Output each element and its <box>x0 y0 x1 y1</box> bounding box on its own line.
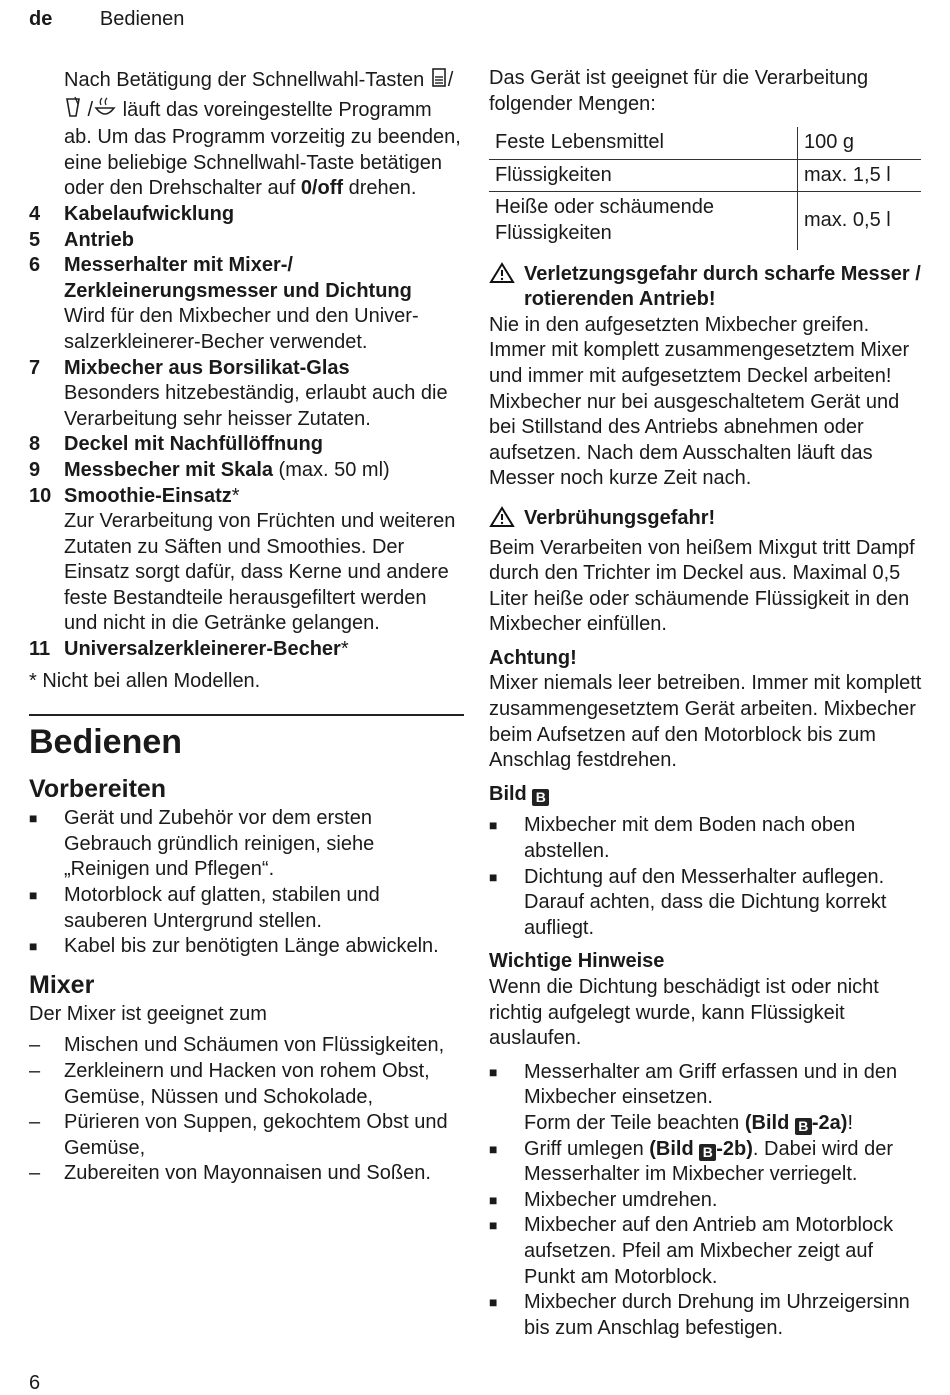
page-number: 6 <box>29 1372 41 1394</box>
item-text: Form der Teile beachten <box>524 1111 745 1134</box>
item-title: Mixbecher aus Borsilikat-Glas <box>64 356 350 379</box>
list-item <box>29 253 464 355</box>
bullet-icon: ■ <box>489 1191 498 1208</box>
warning-text: Nie in den aufgesetzten Mixbecher greifen. Immer mit komplett zusammengesetztem Mixer und immer mit aufgesetztem Deckel arbeiten! Mixbecher nur bei ausgeschaltetem Gerät und bei Stillstand des Antriebs abnehmen oder aufsetzen. Nach dem Ausschalten läuft das Messer noch kurze Zeit nach. <box>489 313 910 490</box>
item-number: 7 <box>29 356 41 379</box>
table-row <box>489 192 921 250</box>
list-item <box>29 228 464 254</box>
item-title: Antrieb <box>64 228 134 251</box>
item-text: . Dabei wird der Messerhalter im Mixbecher verriegelt. <box>524 1137 893 1186</box>
table-cell: max. 0,5 l <box>804 209 891 232</box>
list-item <box>29 1033 464 1059</box>
list-item <box>489 1188 929 1214</box>
list-item <box>29 484 464 638</box>
figure-ref: -2a) <box>811 1111 848 1134</box>
item-title: Deckel mit Nachfüllöffnung <box>64 433 323 456</box>
bullet-icon: ■ <box>29 810 38 827</box>
item-number: 4 <box>29 202 41 225</box>
off-label: 0/off <box>300 177 344 200</box>
bullet-icon: ■ <box>489 817 498 834</box>
item-text: Mixbecher auf den Antrieb am Motorblock aufsetzen. Pfeil am Mixbecher zeigt auf Punkt am Motorblock. <box>524 1214 894 1288</box>
item-suffix: * <box>340 638 349 661</box>
dash-icon: – <box>29 1060 41 1082</box>
bullet-icon: ■ <box>489 1294 498 1311</box>
figure-letter-badge: B <box>532 789 549 806</box>
item-text: Pürieren von Suppen, gekochtem Obst und Gemüse, <box>64 1111 448 1159</box>
list-item <box>29 356 464 433</box>
list-item <box>489 1137 929 1188</box>
item-title: Messerhalter mit Mixer-/ Zerkleinerungsmesser und Dichtung <box>64 254 412 302</box>
item-title: Kabelaufwicklung <box>64 202 235 225</box>
figure-letter-badge: B <box>795 1118 812 1135</box>
figure-reference <box>489 782 929 808</box>
list-item <box>29 1059 464 1110</box>
item-title: Universalzerkleinerer-Becher <box>64 638 341 661</box>
item-text: Mixbecher durch Drehung im Uhrzeigersinn bis zum Anschlag befestigen. <box>524 1291 910 1339</box>
intro-text-start: Nach Betätigung der Schnellwahl-Tasten <box>64 69 425 92</box>
warning-title: Verbrühungsgefahr! <box>524 506 716 529</box>
item-number: 10 <box>29 484 52 507</box>
bullet-icon: ■ <box>489 868 498 885</box>
item-title: Smoothie-Einsatz <box>64 484 232 507</box>
item-text: Mixbecher mit dem Boden nach oben abstellen. <box>524 814 856 863</box>
item-description: Zur Verarbeitung von Früchten und weiteren Zutaten zu Säften und Smoothies. Der Einsatz sorgt dafür, dass Kerne und andere feste Bestandteile herausgefiltert werden und nicht in die Getränke gelangen. <box>64 510 456 635</box>
item-description: Besonders hitzebeständig, erlaubt auch die Verarbeitung sehr heisser Zutaten. <box>64 382 448 430</box>
item-number: 6 <box>29 254 41 277</box>
intro-text-end: drehen. <box>343 177 417 200</box>
bullet-icon: ■ <box>489 1140 498 1157</box>
list-item <box>29 806 464 883</box>
item-text: ! <box>847 1111 853 1134</box>
figure-letter-badge: B <box>699 1144 716 1161</box>
item-text: Zubereiten von Mayonnaisen und Soßen. <box>64 1162 431 1185</box>
mixer-heading: Mixer <box>29 970 95 999</box>
warning-title: Verletzungsgefahr durch scharfe Messer / rotierenden Antrieb! <box>524 262 921 311</box>
section-title: Bedienen <box>99 8 185 30</box>
warning-heading <box>489 262 929 313</box>
prep-heading: Vorbereiten <box>29 775 167 804</box>
table-cell: 100 g <box>798 127 922 159</box>
item-title: Messbecher mit Skala <box>64 458 273 481</box>
page-title: Bedienen <box>29 723 183 762</box>
attention-text: Mixer niemals leer betreiben. Immer mit komplett zusammengesetztem Gerät arbeiten. Mixbecher beim Aufsetzen auf den Motorblock bis zum Anschlag festdrehen. <box>489 672 922 772</box>
footnote: * Nicht bei allen Modellen. <box>29 669 261 692</box>
item-number: 8 <box>29 433 41 456</box>
right-column <box>489 66 929 1341</box>
item-text: Zerkleinern und Hacken von rohem Obst, Gemüse, Nüssen und Schokolade, <box>64 1060 430 1108</box>
list-item <box>489 1060 929 1137</box>
bullet-icon: ■ <box>29 938 38 955</box>
list-item <box>489 1213 929 1290</box>
item-text: Mixbecher umdrehen. <box>524 1188 718 1211</box>
item-text: Gerät und Zubehör vor dem ersten Gebrauch gründlich reinigen, siehe „Reinigen und Pflegen“. <box>64 807 375 881</box>
amount-table <box>489 127 921 249</box>
list-item <box>489 1290 929 1341</box>
item-text: Motorblock auf glatten, stabilen und sauberen Untergrund stellen. <box>64 884 380 932</box>
list-item <box>29 1161 464 1187</box>
figure-ref: (Bild <box>744 1111 795 1134</box>
item-text: Messerhalter am Griff erfassen und in den Mixbecher einsetzen. <box>524 1060 898 1109</box>
warning-triangle-icon <box>489 506 524 536</box>
item-suffix: * <box>231 484 240 507</box>
language-code: de <box>29 8 53 30</box>
table-cell: Flüssigkeiten <box>489 159 798 192</box>
list-item <box>29 934 464 960</box>
section-divider <box>29 714 464 716</box>
amount-intro: Das Gerät ist geeignet für die Verarbeitung folgender Mengen: <box>489 67 869 115</box>
table-cell: max. 1,5 l <box>798 159 922 192</box>
table-row <box>489 127 921 159</box>
dash-icon: – <box>29 1111 41 1134</box>
intro-paragraph: Nach Betätigung der Schnellwahl-Tasten / / läuft das voreingestellte Programm ab. Um das Programm vorzeitig zu beenden, eine beliebige Schnellwahl-Taste betätigen oder den Drehschalter auf 0/off drehen. <box>29 66 464 202</box>
warning-text: Beim Verarbeiten von heißem Mixgut tritt Dampf durch den Trichter im Deckel aus. Maximal 0,5 Liter heiße oder schäumende Flüssigkeit in den Mixbecher einfüllen. <box>489 536 915 636</box>
list-item <box>29 458 464 484</box>
table-cell: Feste Lebensmittel <box>489 127 798 159</box>
list-item <box>489 813 929 864</box>
item-text: Griff umlegen <box>524 1137 650 1160</box>
figure-ref: (Bild <box>649 1137 700 1160</box>
drink-glass-icon <box>64 96 82 126</box>
attention-heading: Achtung! <box>489 646 577 669</box>
list-item <box>29 202 464 228</box>
item-suffix: (max. 50 ml) <box>273 458 390 481</box>
warning-triangle-icon <box>489 262 524 313</box>
item-text: Dichtung auf den Messerhalter auflegen. Darauf achten, dass die Dichtung korrekt aufliegt. <box>524 865 887 939</box>
item-text: Kabel bis zur benötigten Länge abwickeln. <box>64 935 439 958</box>
warning-heading <box>489 506 929 536</box>
item-text: Mischen und Schäumen von Flüssigkeiten, <box>64 1034 445 1057</box>
soup-bowl-icon <box>93 96 117 126</box>
list-item <box>29 432 464 458</box>
hints-text: Wenn die Dichtung beschädigt ist oder nicht richtig aufgelegt wurde, kann Flüssigkeit auslaufen. <box>489 976 879 1050</box>
page-header <box>29 8 184 31</box>
dash-icon: – <box>29 1162 41 1185</box>
mixer-intro: Der Mixer ist geeignet zum <box>29 1002 267 1025</box>
list-item <box>29 637 464 663</box>
intro-text-body: läuft das voreingestellte Programm ab. Um das Programm vorzeitig zu beenden, eine beliebige Schnellwahl-Taste betätigen oder den Drehschalter auf <box>64 98 461 200</box>
dash-icon: – <box>29 1034 41 1057</box>
figure-ref: -2b) <box>716 1137 753 1160</box>
table-row <box>489 159 921 192</box>
item-number: 9 <box>29 458 41 481</box>
smoothie-cup-icon <box>430 66 448 96</box>
list-item <box>489 865 929 942</box>
figure-label: Bild <box>489 782 527 805</box>
table-cell: Heiße oder schäumende Flüssigkeiten <box>489 192 798 250</box>
list-item <box>29 883 464 934</box>
bullet-icon: ■ <box>489 1217 498 1234</box>
hints-heading: Wichtige Hinweise <box>489 950 665 973</box>
left-column <box>29 66 464 1187</box>
item-number: 5 <box>29 228 41 251</box>
item-number: 11 <box>29 638 51 661</box>
bullet-icon: ■ <box>489 1063 498 1080</box>
item-description: Wird für den Mixbecher und den Universalzerkleinerer-Becher verwendet. <box>64 305 419 353</box>
bullet-icon: ■ <box>29 887 38 904</box>
list-item <box>29 1110 464 1161</box>
